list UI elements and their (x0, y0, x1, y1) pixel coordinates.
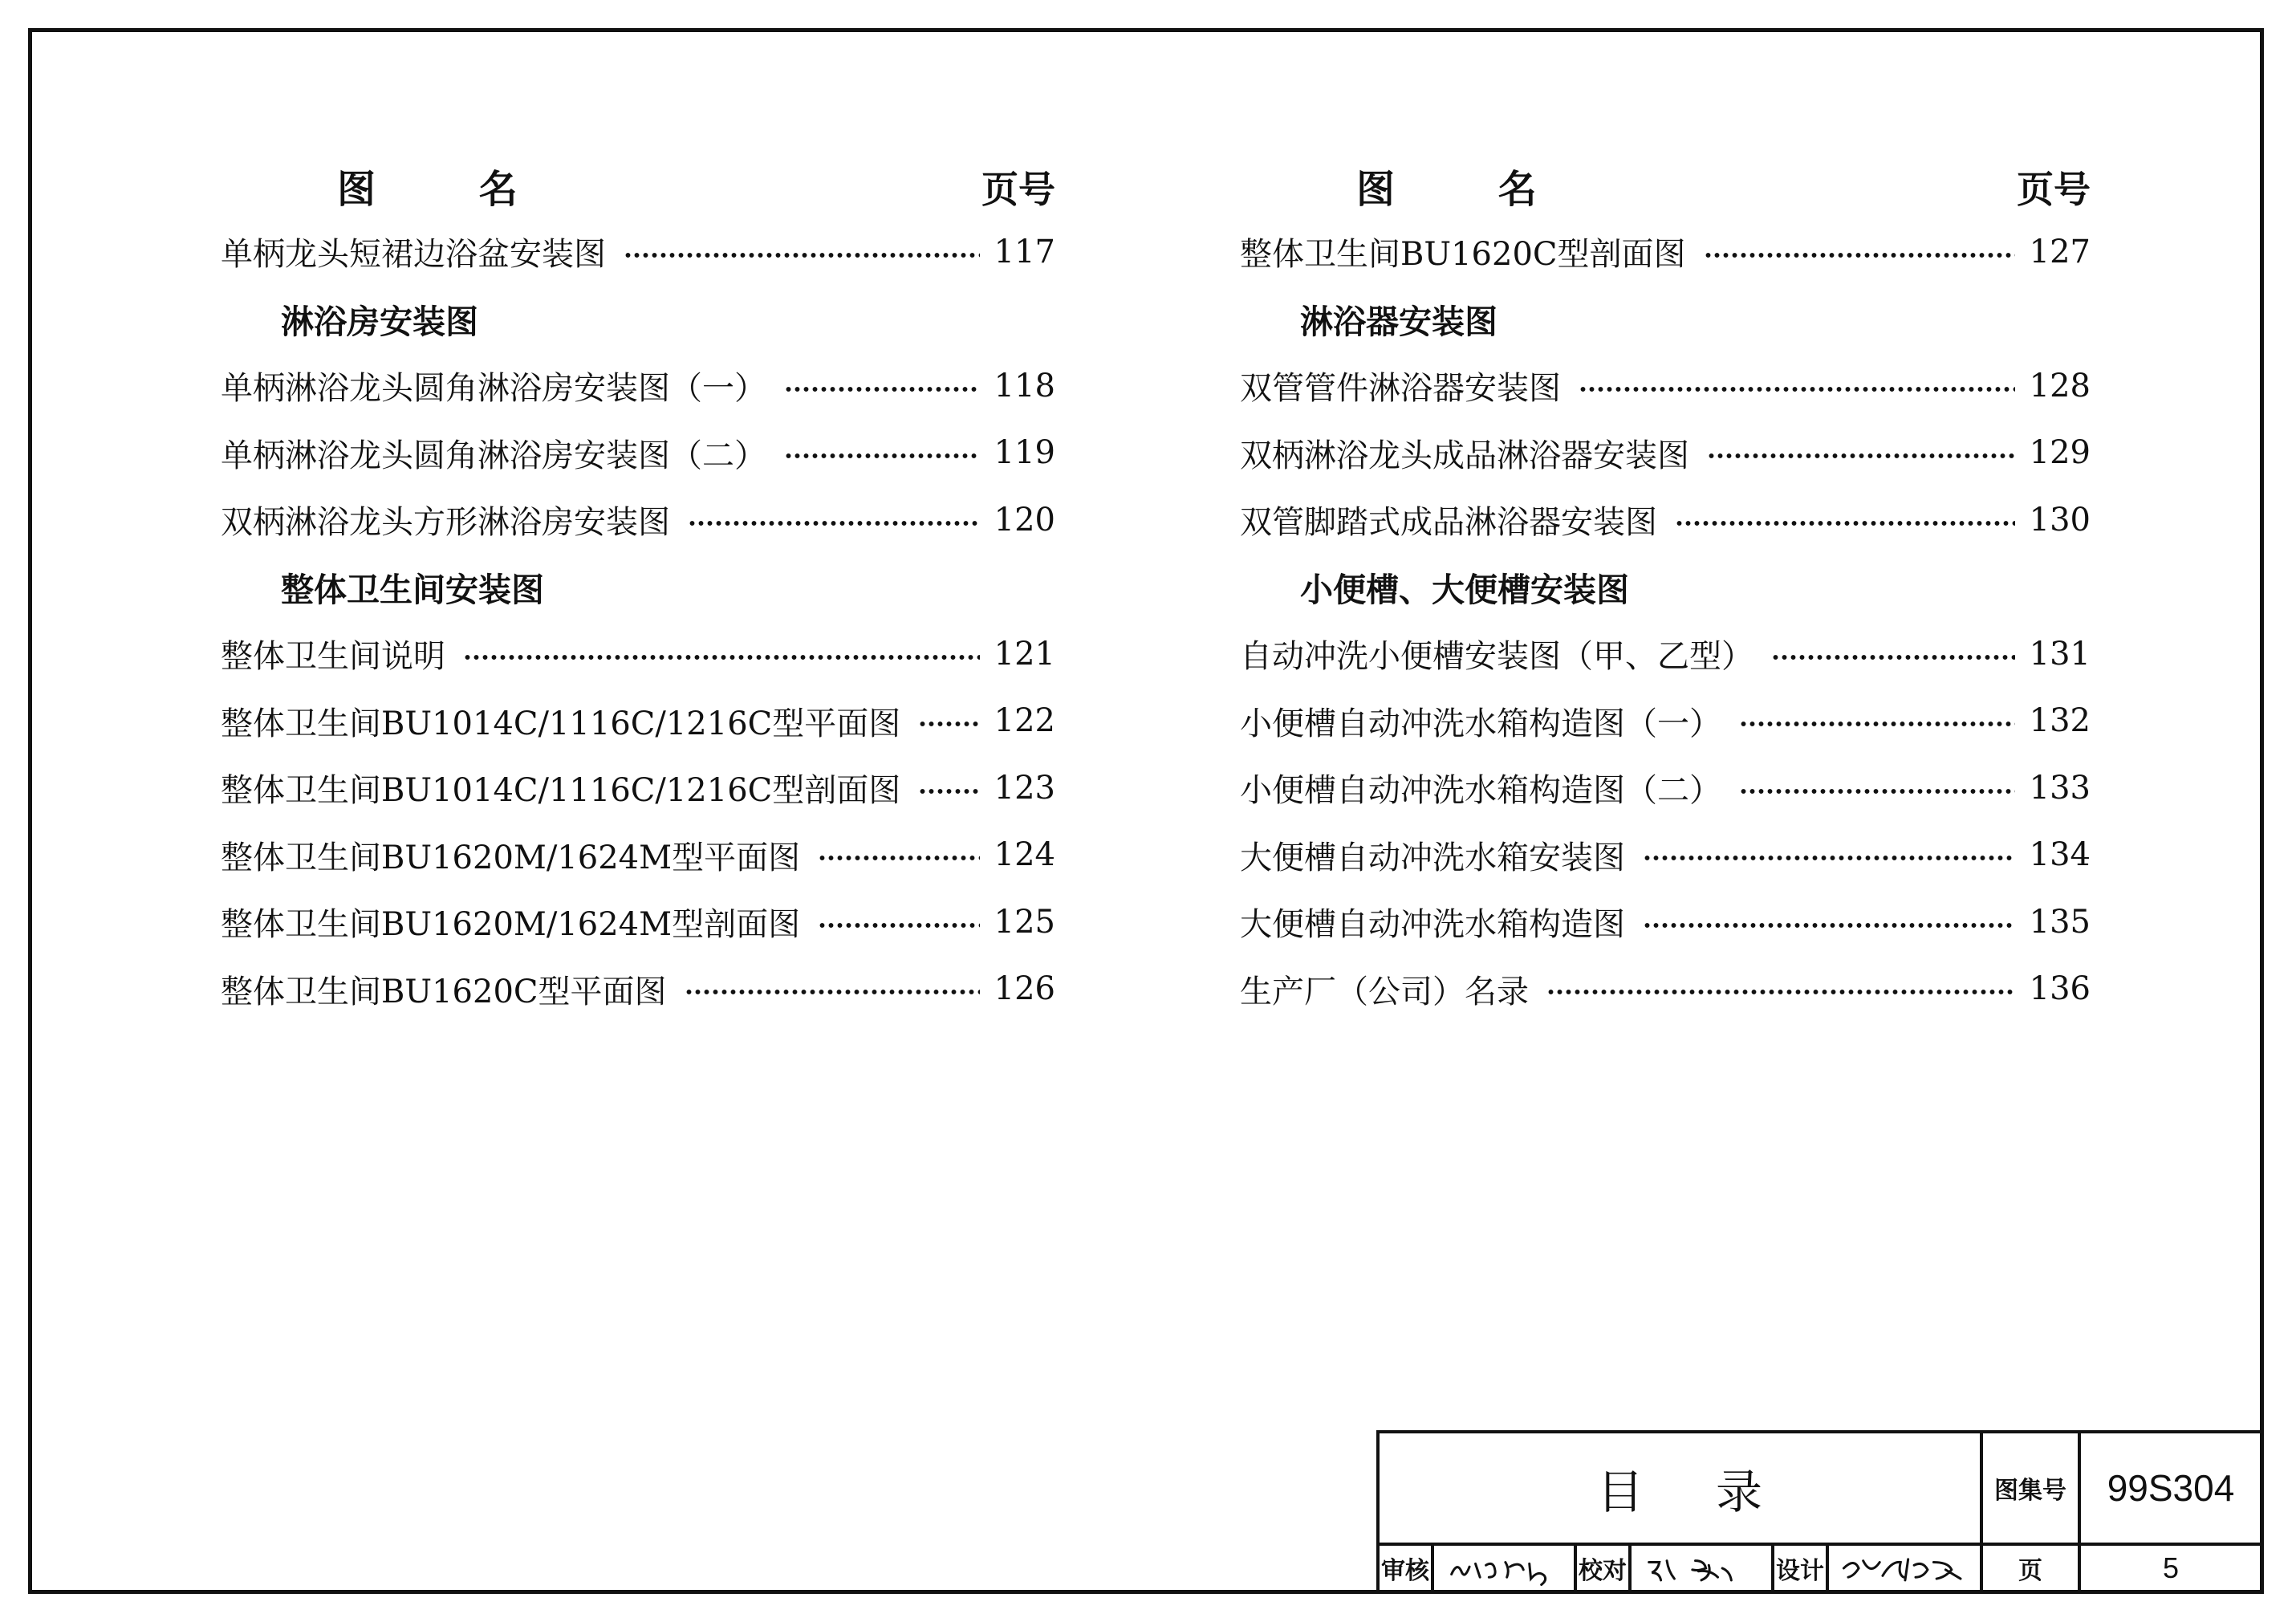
entry-page-number: 120 (994, 501, 1055, 539)
entry-page-number: 123 (994, 769, 1055, 807)
toc-entry (221, 420, 1055, 487)
toc-left-column (221, 161, 1055, 1022)
toc-entry (1240, 420, 2091, 487)
check-label: 校对 (1574, 1543, 1632, 1594)
entry-title: 双管管件淋浴器安装图 (1240, 370, 1561, 408)
toc-section-heading (221, 554, 1055, 621)
toc-entry (221, 486, 1055, 554)
toc-section-heading (1240, 554, 2091, 621)
sheet-title: 目录 (1376, 1430, 1983, 1546)
toc-section-heading (1240, 286, 2091, 353)
dot-leader (1579, 385, 2015, 393)
entry-page-number: 130 (2029, 501, 2091, 539)
review-signature-mark (1434, 1546, 1574, 1591)
entry-page-number: 129 (2029, 434, 2091, 472)
entry-title: 单柄淋浴龙头圆角淋浴房安装图（二） (221, 437, 766, 474)
toc-right-column (1240, 161, 2091, 1022)
section-title: 淋浴器安装图 (1300, 302, 1497, 341)
toc-entry (1240, 822, 2091, 889)
dot-leader (784, 452, 980, 460)
toc-entry (221, 218, 1055, 286)
column-heading-page: 页号 (2017, 168, 2091, 211)
toc-right-header (1240, 161, 2091, 218)
entry-page-number: 132 (2029, 702, 2091, 740)
dot-leader (688, 519, 980, 527)
toc-entry (1240, 888, 2091, 956)
toc-entry (221, 754, 1055, 822)
entry-page-number: 136 (2029, 970, 2091, 1008)
dot-leader (1707, 452, 2015, 460)
entry-page-number: 128 (2029, 367, 2091, 404)
review-signature (1431, 1543, 1577, 1594)
entry-page-number: 133 (2029, 769, 2091, 807)
dot-leader (1643, 854, 2015, 862)
toc-entry (1240, 754, 2091, 822)
entry-title: 单柄淋浴龙头圆角淋浴房安装图（一） (221, 370, 766, 408)
title-block (1376, 1430, 2264, 1594)
dot-leader (1739, 787, 2015, 795)
entry-page-number: 117 (994, 233, 1055, 270)
design-signature-mark (1829, 1546, 1980, 1591)
entry-title: 整体卫生间说明 (221, 638, 445, 676)
dot-leader (1675, 519, 2015, 527)
column-heading-name: 图 名 (1356, 167, 1582, 212)
entry-title: 小便槽自动冲洗水箱构造图（一） (1240, 705, 1721, 742)
toc-right-list (1240, 218, 2091, 1022)
section-title: 小便槽、大便槽安装图 (1300, 570, 1629, 609)
toc-left-header (221, 161, 1055, 218)
toc-entry (221, 688, 1055, 755)
entry-page-number: 134 (2029, 836, 2091, 874)
dot-leader (685, 988, 980, 996)
entry-title: 单柄龙头短裙边浴盆安装图 (221, 236, 606, 274)
entry-page-number: 135 (2029, 903, 2091, 941)
entry-page-number: 119 (994, 434, 1055, 472)
column-heading-page: 页号 (981, 168, 1055, 211)
check-signature-mark (1632, 1546, 1771, 1591)
entry-page-number: 122 (994, 702, 1055, 740)
toc-entry (1240, 218, 2091, 286)
entry-title: 双柄淋浴龙头成品淋浴器安装图 (1240, 437, 1689, 474)
toc-entry (221, 956, 1055, 1023)
entry-title: 整体卫生间BU1620M/1624M型平面图 (221, 839, 801, 876)
page-number: 5 (2078, 1543, 2264, 1594)
dot-leader (918, 720, 979, 728)
dot-leader (1771, 653, 2015, 661)
entry-page-number: 124 (994, 836, 1055, 874)
review-label: 审核 (1376, 1543, 1434, 1594)
toc-entry (1240, 352, 2091, 420)
entry-title: 生产厂（公司）名录 (1240, 973, 1529, 1010)
entry-title: 小便槽自动冲洗水箱构造图（二） (1240, 772, 1721, 810)
toc-entry (1240, 956, 2091, 1023)
toc-entry (221, 822, 1055, 889)
dot-leader (1739, 720, 2015, 728)
entry-page-number: 131 (2029, 635, 2091, 673)
design-label: 设计 (1771, 1543, 1829, 1594)
column-heading-name: 图 名 (337, 167, 563, 212)
dot-leader (1704, 251, 2015, 259)
atlas-number-label: 图集号 (1980, 1430, 2081, 1546)
entry-title: 大便槽自动冲洗水箱构造图 (1240, 906, 1625, 944)
toc-section-heading (221, 286, 1055, 353)
dot-leader (1643, 921, 2015, 929)
section-title: 整体卫生间安装图 (281, 570, 544, 609)
design-signature (1826, 1543, 1983, 1594)
section-title: 淋浴房安装图 (281, 302, 478, 341)
dot-leader (1546, 988, 2015, 996)
entry-title: 双柄淋浴龙头方形淋浴房安装图 (221, 504, 670, 542)
toc-entry (221, 352, 1055, 420)
toc-entry (221, 888, 1055, 956)
toc-entry (1240, 620, 2091, 688)
entry-page-number: 126 (994, 970, 1055, 1008)
dot-leader (918, 787, 979, 795)
entry-title: 整体卫生间BU1620C型平面图 (221, 973, 667, 1010)
dot-leader (463, 653, 980, 661)
entry-title: 整体卫生间BU1014C/1116C/1216C型平面图 (221, 705, 901, 742)
atlas-number: 99S304 (2078, 1430, 2264, 1546)
entry-title: 整体卫生间BU1620C型剖面图 (1240, 236, 1686, 274)
entry-title: 整体卫生间BU1620M/1624M型剖面图 (221, 906, 801, 944)
dot-leader (784, 385, 980, 393)
toc-entry (221, 620, 1055, 688)
entry-title: 整体卫生间BU1014C/1116C/1216C型剖面图 (221, 772, 901, 810)
toc-entry (1240, 486, 2091, 554)
entry-title: 双管脚踏式成品淋浴器安装图 (1240, 504, 1657, 542)
entry-page-number: 121 (994, 635, 1055, 673)
dot-leader (818, 854, 980, 862)
entry-title: 自动冲洗小便槽安装图（甲、乙型） (1240, 638, 1753, 676)
dot-leader (818, 921, 980, 929)
entry-page-number: 125 (994, 903, 1055, 941)
check-signature (1628, 1543, 1774, 1594)
dot-leader (624, 251, 980, 259)
toc-left-list (221, 218, 1055, 1022)
toc-entry (1240, 688, 2091, 755)
entry-page-number: 127 (2029, 233, 2091, 270)
entry-title: 大便槽自动冲洗水箱安装图 (1240, 839, 1625, 876)
entry-page-number: 118 (994, 367, 1055, 404)
page-label: 页 (1980, 1543, 2081, 1594)
